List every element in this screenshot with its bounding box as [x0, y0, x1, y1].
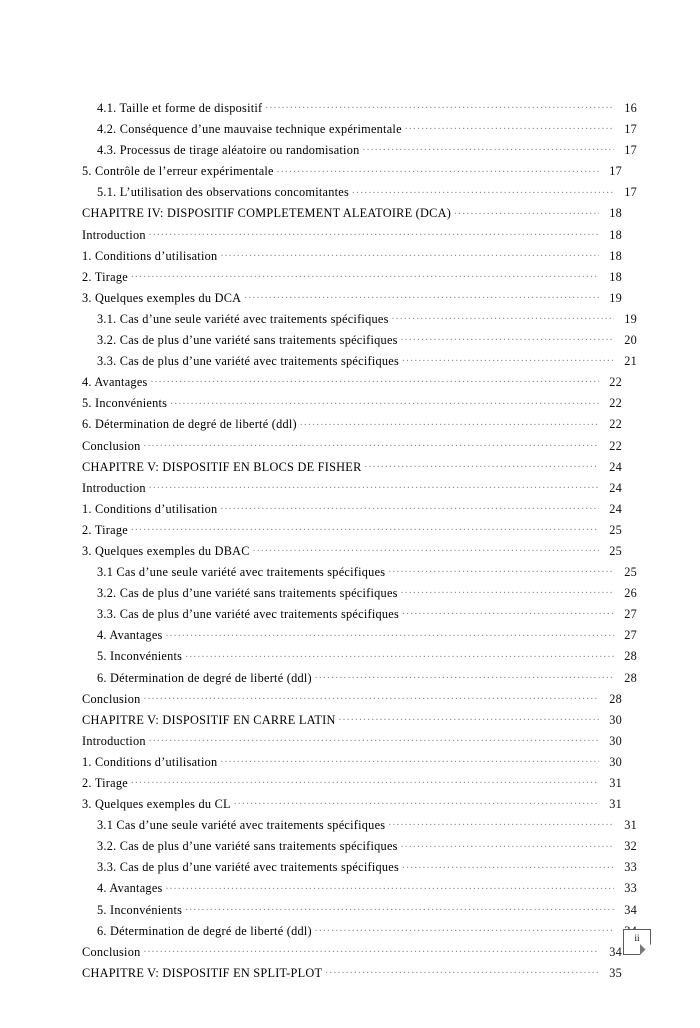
toc-entry[interactable] — [82, 668, 637, 689]
toc-leader-dots — [402, 606, 614, 618]
toc-entry-title: 3.1 Cas d’une seule variété avec traitements spécifiques — [97, 565, 386, 580]
toc-leader-dots — [185, 648, 614, 660]
page-curl-icon — [640, 944, 651, 955]
toc-entry-title: 1. Conditions d’utilisation — [82, 754, 218, 769]
toc-leader-dots — [131, 522, 599, 534]
toc-entry-title: CHAPITRE V: DISPOSITIF EN CARRE LATIN — [82, 712, 336, 727]
toc-entry-page-number: 27 — [624, 607, 637, 622]
toc-leader-dots — [365, 458, 599, 470]
toc-entry[interactable] — [82, 372, 622, 393]
toc-entry-title: 5. Inconvénients — [97, 902, 183, 917]
toc-leader-dots — [149, 733, 599, 745]
toc-entry[interactable] — [82, 393, 622, 414]
toc-entry[interactable] — [82, 98, 637, 119]
toc-leader-dots — [401, 838, 614, 850]
toc-entry-page-number: 28 — [624, 649, 637, 664]
toc-entry-title: 3.1 Cas d’une seule variété avec traitements spécifiques — [97, 818, 386, 833]
toc-leader-dots — [149, 479, 599, 491]
toc-entry[interactable] — [82, 963, 622, 984]
toc-entry[interactable] — [82, 309, 637, 330]
toc-entry-title: 4. Avantages — [82, 375, 148, 390]
toc-entry[interactable] — [82, 773, 622, 794]
toc-leader-dots — [151, 374, 599, 386]
toc-entry[interactable] — [82, 857, 637, 878]
toc-entry-title: 4. Avantages — [97, 628, 163, 643]
toc-leader-dots — [363, 142, 614, 154]
toc-entry[interactable] — [82, 752, 622, 773]
toc-leader-dots — [234, 796, 599, 808]
toc-entry[interactable] — [82, 942, 622, 963]
toc-entry[interactable] — [82, 836, 637, 857]
toc-entry-title: Introduction — [82, 480, 146, 495]
toc-entry[interactable] — [82, 646, 637, 667]
toc-leader-dots — [265, 100, 614, 112]
toc-entry[interactable] — [82, 436, 622, 457]
toc-entry-title: 1. Conditions d’utilisation — [82, 501, 218, 516]
toc-entry-page-number: 22 — [609, 375, 622, 390]
toc-entry-title: 3.2. Cas de plus d’une variété sans traitements spécifiques — [97, 586, 398, 601]
toc-entry[interactable] — [82, 119, 637, 140]
toc-entry[interactable] — [82, 414, 622, 435]
toc-entry-page-number: 24 — [609, 459, 622, 474]
toc-leader-dots — [388, 817, 614, 829]
toc-entry-page-number: 18 — [609, 269, 622, 284]
toc-entry-page-number: 24 — [609, 480, 622, 495]
toc-entry-title: 5. Inconvénients — [97, 649, 183, 664]
toc-entry-title: Conclusion — [82, 691, 141, 706]
toc-entry-page-number: 33 — [624, 860, 637, 875]
toc-leader-dots — [402, 859, 614, 871]
toc-entry-title: 5.1. L’utilisation des observations concomitantes — [97, 185, 350, 200]
toc-leader-dots — [220, 500, 599, 512]
toc-leader-dots — [185, 901, 614, 913]
toc-entry-title: 3.3. Cas de plus d’une variété avec traitements spécifiques — [97, 860, 400, 875]
toc-entry[interactable] — [82, 794, 622, 815]
toc-entry-title: 3.3. Cas de plus d’une variété avec traitements spécifiques — [97, 354, 400, 369]
toc-entry-title: 4.3. Processus de tirage aléatoire ou randomisation — [97, 143, 360, 158]
toc-entry-title: 5. Contrôle de l’erreur expérimentale — [82, 164, 274, 179]
toc-entry-page-number: 21 — [624, 354, 637, 369]
toc-entry-page-number: 22 — [609, 438, 622, 453]
toc-entry-title: 2. Tirage — [82, 269, 128, 284]
toc-entry-page-number: 19 — [624, 311, 637, 326]
toc-entry-title: 4.1. Taille et forme de dispositif — [97, 101, 263, 115]
toc-leader-dots — [220, 754, 599, 766]
toc-entry-page-number: 34 — [624, 902, 637, 917]
toc-entry[interactable] — [82, 203, 622, 224]
toc-entry-page-number: 31 — [609, 797, 622, 812]
toc-leader-dots — [300, 416, 599, 428]
toc-entry-title: 3. Quelques exemples du CL — [82, 797, 231, 812]
toc-entry-page-number: 30 — [609, 712, 622, 727]
toc-entry-page-number: 30 — [609, 754, 622, 769]
toc-entry[interactable] — [82, 520, 622, 541]
toc-leader-dots — [131, 775, 599, 787]
toc-entry-page-number: 35 — [609, 965, 622, 980]
toc-entry[interactable] — [82, 140, 637, 161]
toc-leader-dots — [143, 943, 599, 955]
toc-entry-title: CHAPITRE V: DISPOSITIF EN BLOCS DE FISHER — [82, 459, 362, 474]
toc-entry-page-number: 31 — [609, 776, 622, 790]
toc-entry-page-number: 18 — [609, 227, 622, 242]
toc-entry-page-number: 24 — [609, 501, 622, 516]
toc-entry[interactable] — [82, 878, 637, 899]
toc-leader-dots — [315, 669, 614, 681]
toc-entry-title: 2. Tirage — [82, 776, 128, 790]
toc-entry-page-number: 33 — [624, 881, 637, 896]
toc-entry-page-number: 18 — [609, 248, 622, 263]
toc-leader-dots — [143, 437, 599, 449]
toc-leader-dots — [149, 226, 599, 238]
toc-entry[interactable] — [82, 478, 622, 499]
toc-entry-title: 5. Inconvénients — [82, 396, 168, 411]
page-number-label: ii — [634, 933, 640, 943]
toc-entry[interactable] — [82, 457, 622, 478]
toc-entry[interactable] — [82, 583, 637, 604]
toc-entry[interactable] — [82, 625, 637, 646]
toc-entry-page-number: 16 — [624, 101, 637, 115]
toc-entry-title: CHAPITRE IV: DISPOSITIF COMPLETEMENT ALEATOIRE (DCA) — [82, 206, 452, 221]
page-number-badge — [623, 929, 651, 955]
toc-leader-dots — [253, 543, 599, 555]
toc-entry-title: 6. Détermination de degré de liberté (ddl) — [97, 670, 312, 685]
toc-entry-title: 1. Conditions d’utilisation — [82, 248, 218, 263]
toc-entry-page-number: 34 — [609, 944, 622, 959]
toc-entry[interactable] — [82, 182, 637, 203]
toc-entry-page-number: 22 — [609, 396, 622, 411]
toc-entry[interactable] — [82, 562, 637, 583]
toc-entry-page-number: 31 — [624, 818, 637, 833]
toc-entry-title: Introduction — [82, 227, 146, 242]
toc-leader-dots — [454, 205, 599, 217]
toc-entry[interactable] — [82, 921, 637, 942]
toc-entry-title: 6. Détermination de degré de liberté (ddl) — [82, 417, 297, 432]
toc-entry-page-number: 17 — [624, 143, 637, 158]
toc-entry-title: 2. Tirage — [82, 522, 128, 537]
toc-leader-dots — [392, 311, 614, 323]
toc-entry-page-number: 27 — [624, 628, 637, 643]
toc-leader-dots — [388, 564, 614, 576]
toc-entry-title: 6. Détermination de degré de liberté (ddl) — [97, 923, 312, 938]
toc-leader-dots — [143, 690, 599, 702]
toc-entry[interactable] — [82, 246, 622, 267]
toc-entry-title: 3.1. Cas d’une seule variété avec traitements spécifiques — [97, 311, 389, 326]
toc-leader-dots — [339, 711, 599, 723]
toc-entry[interactable] — [82, 330, 637, 351]
toc-leader-dots — [401, 332, 614, 344]
toc-leader-dots — [166, 880, 614, 892]
toc-entry-page-number: 32 — [624, 839, 637, 854]
toc-leader-dots — [352, 184, 614, 196]
toc-leader-dots — [277, 163, 599, 175]
toc-entry[interactable] — [82, 604, 637, 625]
toc-entry[interactable] — [82, 815, 637, 836]
toc-leader-dots — [131, 268, 599, 280]
toc-entry-title: Introduction — [82, 733, 146, 748]
toc-entry-page-number: 26 — [624, 586, 637, 601]
toc-entry-title: 3. Quelques exemples du DBAC — [82, 543, 250, 558]
toc-entry-page-number: 17 — [609, 164, 622, 179]
toc-entry[interactable] — [82, 225, 622, 246]
toc-entry-page-number: 17 — [624, 122, 637, 137]
toc-entry-page-number: 25 — [609, 522, 622, 537]
toc-leader-dots — [402, 353, 614, 365]
toc-entry-title: Conclusion — [82, 944, 141, 959]
toc-entry-page-number: 20 — [624, 333, 637, 348]
toc-leader-dots — [220, 247, 599, 259]
toc-entry-page-number: 28 — [624, 670, 637, 685]
toc-entry[interactable] — [82, 689, 622, 710]
toc-entry-title: 3.2. Cas de plus d’une variété sans traitements spécifiques — [97, 839, 398, 854]
toc-entry[interactable] — [82, 900, 637, 921]
toc-entry-title: CHAPITRE V: DISPOSITIF EN SPLIT-PLOT — [82, 965, 323, 980]
toc-entry-page-number: 18 — [609, 206, 622, 221]
toc-entry-title: 3. Quelques exemples du DCA — [82, 290, 242, 305]
toc-leader-dots — [401, 585, 614, 597]
toc-entry-page-number: 25 — [609, 543, 622, 558]
toc-entry-page-number: 17 — [624, 185, 637, 200]
toc-entry-title: 3.3. Cas de plus d’une variété avec traitements spécifiques — [97, 607, 400, 622]
toc-entry-page-number: 22 — [609, 417, 622, 432]
toc-entry-page-number: 30 — [609, 733, 622, 748]
toc-entry-title: 4. Avantages — [97, 881, 163, 896]
toc-entry[interactable] — [82, 288, 622, 309]
toc-entry[interactable] — [82, 351, 637, 372]
toc-leader-dots — [315, 922, 614, 934]
toc-entry-title: Conclusion — [82, 438, 141, 453]
toc-leader-dots — [325, 965, 599, 977]
toc-entry-page-number: 19 — [609, 290, 622, 305]
toc-entry[interactable] — [82, 710, 622, 731]
toc-entry-title: 4.2. Conséquence d’une mauvaise technique expérimentale — [97, 122, 402, 137]
toc-entry[interactable] — [82, 161, 622, 182]
toc-entry[interactable] — [82, 731, 622, 752]
toc-leader-dots — [170, 395, 599, 407]
toc-entry-page-number: 25 — [624, 565, 637, 580]
toc-entry[interactable] — [82, 541, 622, 562]
toc-entry-title: 3.2. Cas de plus d’une variété sans traitements spécifiques — [97, 333, 398, 348]
toc-leader-dots — [405, 121, 614, 133]
toc-entry[interactable] — [82, 267, 622, 288]
toc-leader-dots — [166, 627, 614, 639]
toc-entry-page-number: 28 — [609, 691, 622, 706]
toc-leader-dots — [244, 290, 599, 302]
toc-entry[interactable] — [82, 499, 622, 520]
